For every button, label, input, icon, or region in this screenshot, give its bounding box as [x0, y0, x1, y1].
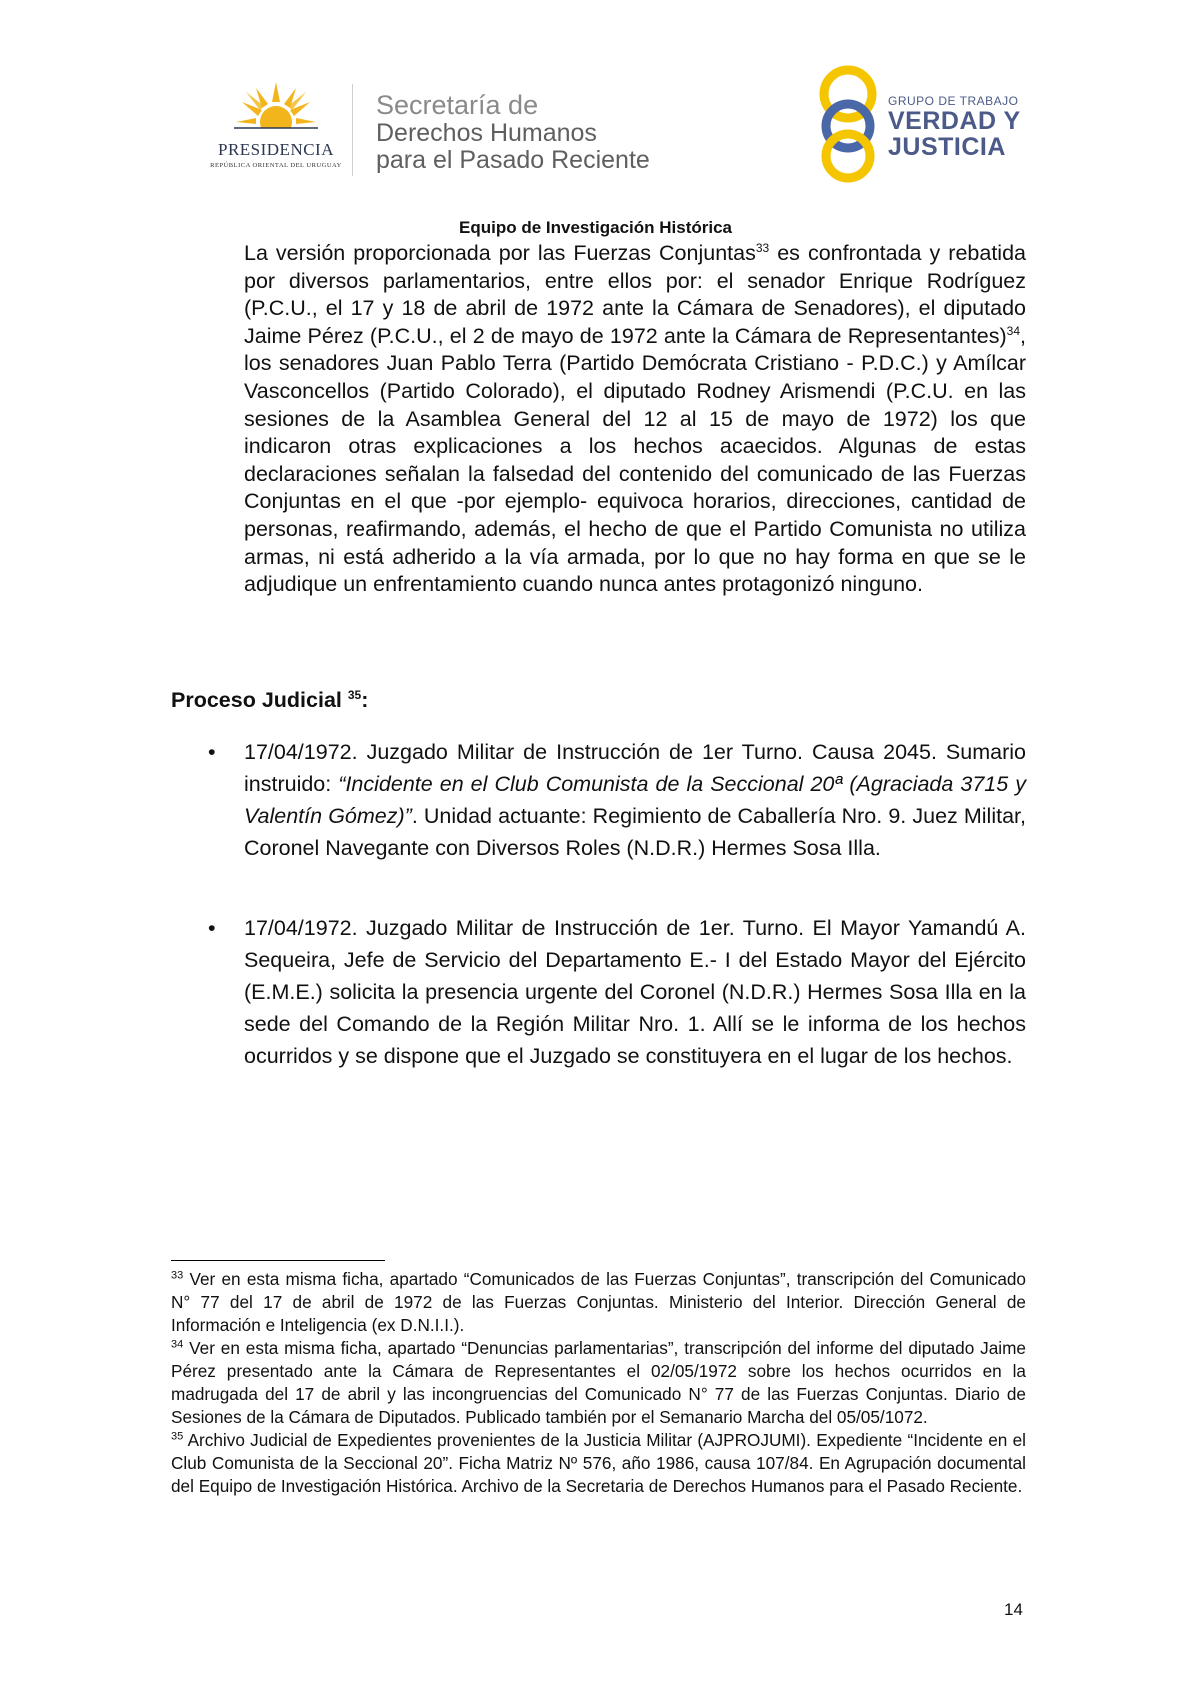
list-item-text: . Unidad actuante: Regimiento de Caballería Nro. 9. Juez Militar, Coronel Navegante con Diversos Roles (N.D.R.) Hermes Sosa Illa.	[244, 804, 1026, 860]
footnote-text: Ver en esta misma ficha, apartado “Comunicados de las Fuerzas Conjuntas”, transcripción del Comunicado N° 77 del 17 de abril de 1972 de las Fuerzas Conjuntas. Ministerio del Interior. Dirección General de Información e Inteligencia (ex D.N.I.I.).	[171, 1269, 1026, 1335]
sun-icon	[234, 78, 318, 138]
presidencia-title: PRESIDENCIA	[217, 140, 334, 159]
presidencia-logo	[196, 78, 356, 178]
proceedings-list	[208, 736, 1026, 1072]
page-number: 14	[1004, 1600, 1023, 1619]
section-heading-colon: :	[361, 688, 369, 712]
footnote	[171, 1429, 1026, 1498]
footnote-ref-33: 33	[755, 240, 770, 255]
case-title: “Incidente en el Club Comunista de la Seccional 20ª (Agraciada 3715 y Valentín Gómez)”	[244, 772, 1026, 828]
linked-rings-icon	[812, 64, 884, 184]
header-divider	[352, 84, 353, 176]
footnote	[171, 1337, 1026, 1429]
verdad-justicia-text	[888, 94, 1021, 160]
section-heading	[171, 688, 368, 713]
list-item	[208, 736, 1026, 864]
footnote-number: 35	[171, 1430, 184, 1443]
footnote-number: 33	[171, 1269, 184, 1282]
footnote-ref-34: 34	[1006, 323, 1021, 338]
secretaria-line-3: para el Pasado Reciente	[376, 146, 650, 174]
footnote-ref-35: 35	[347, 687, 362, 702]
list-item-text: 17/04/1972. Juzgado Militar de Instrucción de 1er Turno. Causa 2045. Sumario instruido:	[244, 740, 1026, 796]
bullet-icon: •	[208, 740, 216, 764]
footnote-text: Archivo Judicial de Expedientes provenientes de la Justicia Militar (AJPROJUMI). Expediente “Incidente en el Club Comunista de la Seccional 20”. Ficha Matriz Nº 576, año 1986, causa 107/84. En Agrupación documental del Equipo de Investigación Histórica. Archivo de la Secretaria de Derechos Humanos para el Pasado Reciente.	[171, 1430, 1026, 1496]
paragraph-text-2: es confrontada y rebatida por diversos parlamentarios, entre ellos por: el senador Enrique Rodríguez (P.C.U., el 17 y 18 de abril de 1972 ante la Cámara de Senadores), el diputado Jaime Pérez (P.C.U., el 2 de mayo de 1972 ante la Cámara de Representantes)	[244, 241, 1026, 348]
paragraph-text-3: , los senadores Juan Pablo Terra (Partido Demócrata Cristiano - P.D.C.) y Amílcar Vasconcellos (Partido Colorado), el diputado Rodney Arismendi (P.C.U. en las sesiones de la Asamblea General del 12 al 15 de mayo de 1972) los que indicaron otras explicaciones a los hechos acaecidos. Algunas de estas declaraciones señalan la falsedad del contenido del comunicado de las Fuerzas Conjuntas en el que -por ejemplo- equivoca horarios, direcciones, cantidad de personas, reafirmando, además, el hecho de que el Partido Comunista no utiliza armas, ni está adherido a la vía armada, por lo que no hay forma en que se le adjudique un enfrentamiento cuando nunca antes protagonizó ninguno.	[244, 323, 1026, 597]
footnote-separator	[171, 1260, 385, 1261]
team-heading: Equipo de Investigación Histórica	[459, 218, 732, 237]
list-item	[208, 912, 1026, 1072]
secretaria-line-1: Secretaría de	[376, 90, 539, 120]
list-item-text: 17/04/1972. Juzgado Militar de Instrucción de 1er. Turno. El Mayor Yamandú A. Sequeira, Jefe de Servicio del Departamento E.- I del Estado Mayor del Ejército (E.M.E.) solicita la presencia urgente del Coronel (N.D.R.) Hermes Sosa Illa en la sede del Comando de la Región Militar Nro. 1. Allí se le informa de los hechos ocurridos y se dispone que el Juzgado se constituyera en el lugar de los hechos.	[244, 916, 1026, 1068]
verdad-justicia-logo	[812, 64, 1112, 184]
verdad-label: VERDAD Y	[888, 107, 1021, 135]
justicia-label: JUSTICIA	[888, 133, 1006, 161]
footnote	[171, 1268, 1026, 1337]
bullet-icon: •	[208, 916, 216, 940]
footnote-text: Ver en esta misma ficha, apartado “Denuncias parlamentarias”, transcripción del informe del diputado Jaime Pérez presentado ante la Cámara de Representantes el 02/05/1972 sobre los hechos ocurridos en la madrugada del 17 de abril y las incongruencias del Comunicado N° 77 de las Fuerzas Conjuntas. Diario de Sesiones de la Cámara de Diputados. Publicado también por el Semanario Marcha del 05/05/1072.	[171, 1338, 1026, 1427]
secretaria-line-2: Derechos Humanos	[376, 119, 597, 147]
footnote-number: 34	[171, 1338, 184, 1351]
secretaria-logo-text	[376, 90, 650, 174]
presidencia-subtitle: REPÚBLICA ORIENTAL DEL URUGUAY	[210, 162, 342, 169]
footnotes	[171, 1268, 1026, 1498]
paragraph-text-1: La versión proporcionada por las Fuerzas Conjuntas	[244, 241, 756, 265]
main-paragraph	[244, 240, 1026, 599]
grupo-label: GRUPO DE TRABAJO	[888, 94, 1019, 108]
section-heading-text: Proceso Judicial	[171, 688, 348, 712]
